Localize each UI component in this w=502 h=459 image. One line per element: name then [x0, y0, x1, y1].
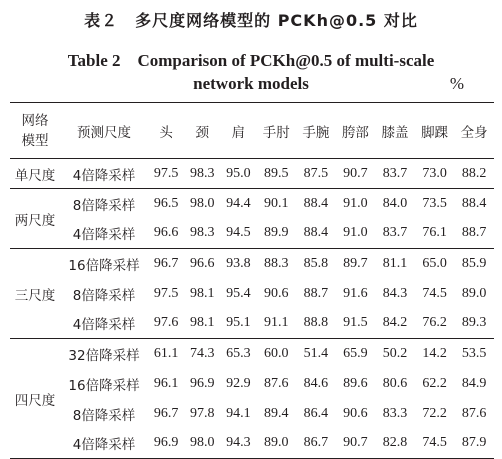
value-cell: 97.5 [153, 285, 179, 301]
table-unit: % [449, 74, 464, 93]
header-scale: 预测尺度 [77, 124, 131, 141]
header-part-hip: 胯部 [341, 124, 369, 141]
value-cell: 89.7 [343, 255, 368, 271]
value-cell: 83.7 [382, 165, 408, 181]
header-part-shoulder: 肩 [231, 124, 246, 141]
scale-cell: 8倍降采样 [72, 197, 136, 214]
value-cell: 60.0 [264, 345, 289, 361]
table-caption-en-line2: network models [193, 74, 309, 93]
value-cell: 90.6 [343, 405, 368, 421]
value-cell: 95.1 [226, 315, 251, 331]
table-row [10, 279, 494, 309]
value-cell: 81.1 [382, 255, 408, 271]
header-part-total: 全身 [460, 124, 488, 141]
value-cell: 95.4 [226, 285, 251, 301]
header-part-knee: 膝盖 [381, 124, 409, 141]
scale-cell: 4倍降采样 [72, 437, 136, 454]
value-cell: 88.4 [303, 225, 329, 241]
value-cell: 89.4 [264, 405, 289, 421]
value-cell: 88.7 [461, 225, 487, 241]
value-cell: 14.2 [422, 345, 447, 361]
value-cell: 50.2 [382, 345, 408, 361]
value-cell: 89.6 [343, 375, 368, 391]
header-part-neck: 颈 [195, 124, 209, 141]
value-cell: 65.3 [226, 345, 251, 361]
value-cell: 98.3 [189, 225, 215, 241]
value-cell: 96.6 [153, 225, 179, 241]
value-cell: 85.9 [461, 255, 487, 271]
value-cell: 97.6 [153, 315, 179, 331]
value-cell: 91.1 [264, 315, 289, 331]
value-cell: 91.6 [343, 285, 368, 301]
value-cell: 96.7 [153, 255, 179, 271]
value-cell: 91.0 [343, 225, 368, 241]
scale-cell: 8倍降采样 [72, 287, 136, 304]
value-cell: 61.1 [153, 345, 179, 361]
value-cell: 90.7 [343, 165, 368, 181]
table-row [10, 219, 494, 249]
table-row [10, 249, 494, 279]
value-cell: 83.3 [382, 405, 408, 421]
value-cell: 65.0 [422, 255, 447, 271]
header-model-line1: 网络 [21, 112, 49, 129]
table-body [10, 159, 494, 459]
value-cell: 89.9 [264, 225, 289, 241]
value-cell: 97.8 [189, 405, 215, 421]
scale-cell: 4倍降采样 [72, 227, 136, 244]
model-cell: 单尺度 [14, 167, 56, 184]
value-cell: 96.6 [189, 255, 215, 271]
header-model-line2: 模型 [21, 132, 49, 149]
value-cell: 90.7 [343, 435, 368, 451]
value-cell: 86.7 [303, 435, 329, 451]
header-part-elbow: 手肘 [262, 124, 290, 141]
scale-cell: 4倍降采样 [72, 317, 136, 334]
table-caption-en-line1: Table 2 Comparison of PCKh@0.5 of multi-scale [67, 51, 435, 70]
scale-cell: 4倍降采样 [72, 167, 136, 184]
table-row [10, 369, 494, 399]
scale-cell: 8倍降采样 [72, 407, 136, 424]
scale-cell: 16倍降采样 [68, 377, 140, 394]
value-cell: 88.7 [303, 285, 329, 301]
value-cell: 74.3 [189, 345, 215, 361]
table-row [10, 399, 494, 429]
value-cell: 85.8 [303, 255, 329, 271]
value-cell: 87.9 [461, 435, 487, 451]
value-cell: 90.6 [264, 285, 289, 301]
value-cell: 94.1 [226, 405, 251, 421]
value-cell: 88.3 [264, 255, 289, 271]
header-part-head: 头 [159, 124, 173, 141]
value-cell: 94.3 [226, 435, 251, 451]
value-cell: 87.6 [264, 375, 289, 391]
value-cell: 84.9 [461, 375, 487, 391]
table-header [10, 103, 494, 159]
value-cell: 84.0 [382, 195, 408, 211]
value-cell: 94.5 [226, 225, 251, 241]
value-cell: 92.9 [226, 375, 251, 391]
table-row [10, 339, 494, 369]
value-cell: 96.5 [153, 195, 179, 211]
header-model [10, 103, 60, 159]
value-cell: 65.9 [343, 345, 368, 361]
scale-cell: 16倍降采样 [68, 257, 140, 274]
value-cell: 98.1 [189, 285, 215, 301]
value-cell: 72.2 [422, 405, 447, 421]
value-cell: 74.5 [422, 435, 447, 451]
value-cell: 74.5 [422, 285, 447, 301]
value-cell: 86.4 [303, 405, 329, 421]
pckh-comparison-table [10, 102, 494, 459]
value-cell: 87.6 [461, 405, 487, 421]
value-cell: 73.0 [422, 165, 447, 181]
value-cell: 88.4 [303, 195, 329, 211]
value-cell: 88.8 [303, 315, 329, 331]
value-cell: 95.0 [226, 165, 251, 181]
value-cell: 51.4 [303, 345, 329, 361]
table-row [10, 429, 494, 459]
value-cell: 98.3 [189, 165, 215, 181]
table-row [10, 159, 494, 189]
value-cell: 73.5 [422, 195, 447, 211]
value-cell: 84.2 [382, 315, 408, 331]
value-cell: 53.5 [461, 345, 487, 361]
header-part-ankle: 脚踝 [421, 124, 449, 141]
value-cell: 96.9 [153, 435, 179, 451]
value-cell: 89.5 [264, 165, 289, 181]
value-cell: 91.5 [343, 315, 368, 331]
value-cell: 96.1 [153, 375, 179, 391]
value-cell: 87.5 [303, 165, 329, 181]
value-cell: 93.8 [226, 255, 251, 271]
value-cell: 89.0 [264, 435, 289, 451]
value-cell: 94.4 [226, 195, 251, 211]
model-cell: 两尺度 [14, 212, 56, 229]
table-caption-zh: 表２ 多尺度网络模型的 PCKh@0.5 对比 [84, 11, 418, 30]
value-cell: 98.1 [189, 315, 215, 331]
model-cell: 三尺度 [14, 287, 56, 304]
table-row [10, 189, 494, 219]
value-cell: 96.9 [189, 375, 215, 391]
value-cell: 88.4 [461, 195, 487, 211]
value-cell: 90.1 [264, 195, 289, 211]
model-cell: 四尺度 [14, 392, 56, 409]
value-cell: 98.0 [189, 195, 215, 211]
table-row [10, 309, 494, 339]
value-cell: 80.6 [382, 375, 408, 391]
header-row [10, 103, 494, 159]
value-cell: 84.6 [303, 375, 329, 391]
value-cell: 76.2 [422, 315, 447, 331]
value-cell: 97.5 [153, 165, 179, 181]
scale-cell: 32倍降采样 [68, 347, 140, 364]
value-cell: 98.0 [189, 435, 215, 451]
value-cell: 76.1 [422, 225, 447, 241]
value-cell: 82.8 [382, 435, 408, 451]
value-cell: 62.2 [422, 375, 447, 391]
value-cell: 89.0 [461, 285, 487, 301]
header-part-wrist: 手腕 [302, 124, 330, 141]
value-cell: 83.7 [382, 225, 408, 241]
value-cell: 91.0 [343, 195, 368, 211]
value-cell: 89.3 [461, 315, 487, 331]
value-cell: 96.7 [153, 405, 179, 421]
value-cell: 84.3 [382, 285, 408, 301]
value-cell: 88.2 [461, 165, 487, 181]
